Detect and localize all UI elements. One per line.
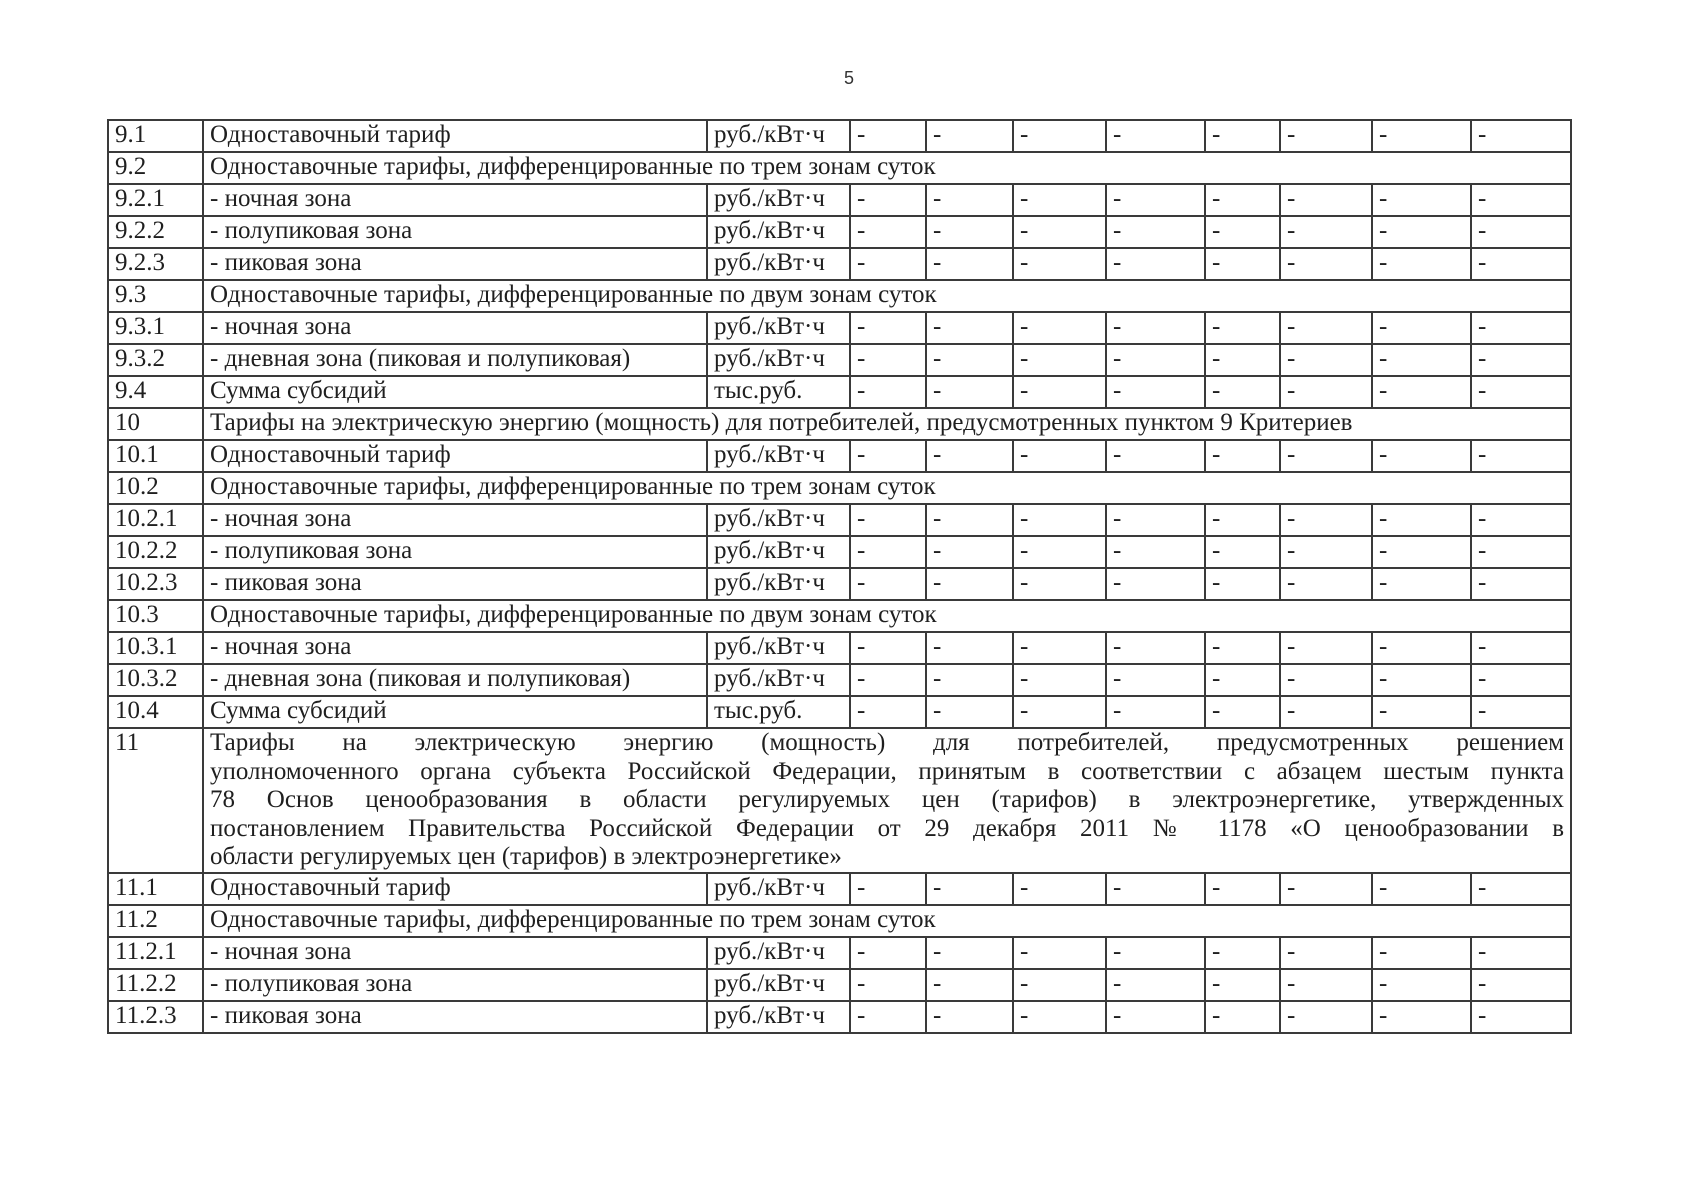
row-value-cell: - [1205,568,1280,600]
row-value-cell: - [850,664,926,696]
row-value-cell: - [1106,376,1205,408]
row-value-cell: - [1013,568,1106,600]
row-value-cell: - [1013,504,1106,536]
row-label: Одноставочный тариф [203,440,707,472]
row-unit: тыс.руб. [707,696,850,728]
table-row [108,408,1571,440]
row-value-cell: - [1106,664,1205,696]
row-value-cell: - [850,504,926,536]
row-value-cell: - [1013,873,1106,905]
row-unit: руб./кВт·ч [707,504,850,536]
row-value-cell: - [1372,536,1471,568]
row-unit: тыс.руб. [707,376,850,408]
table-row [108,152,1571,184]
row-number: 11 [108,728,203,873]
row-label: - ночная зона [203,184,707,216]
row-value-cell: - [926,937,1013,969]
section-header: Одноставочные тарифы, дифференцированные по трем зонам суток [203,472,1571,504]
row-value-cell: - [1205,873,1280,905]
row-value-cell: - [1280,216,1372,248]
row-number: 10.2.1 [108,504,203,536]
table-row [108,248,1571,280]
row-number: 10.3.2 [108,664,203,696]
row-value-cell: - [1280,696,1372,728]
row-value-cell: - [1013,120,1106,152]
row-value-cell: - [1280,969,1372,1001]
row-value-cell: - [926,440,1013,472]
row-number: 10.3.1 [108,632,203,664]
row-value-cell: - [1013,344,1106,376]
row-value-cell: - [1471,248,1571,280]
row-label: - полупиковая зона [203,216,707,248]
row-value-cell: - [1471,969,1571,1001]
row-number: 10.2.3 [108,568,203,600]
row-value-cell: - [1471,632,1571,664]
row-value-cell: - [1106,969,1205,1001]
section-header: Одноставочные тарифы, дифференцированные по трем зонам суток [203,905,1571,937]
row-value-cell: - [1372,937,1471,969]
row-value-cell: - [1013,1001,1106,1033]
row-unit: руб./кВт·ч [707,216,850,248]
row-value-cell: - [1205,969,1280,1001]
row-value-cell: - [850,344,926,376]
row-value-cell: - [1106,873,1205,905]
row-number: 9.2.3 [108,248,203,280]
table-row [108,696,1571,728]
row-value-cell: - [1471,504,1571,536]
row-number: 10 [108,408,203,440]
row-number: 9.4 [108,376,203,408]
row-value-cell: - [1106,312,1205,344]
row-number: 10.4 [108,696,203,728]
row-value-cell: - [1205,312,1280,344]
row-value-cell: - [926,248,1013,280]
table-row [108,504,1571,536]
row-value-cell: - [926,969,1013,1001]
tariff-table [107,119,1572,1034]
row-label: - пиковая зона [203,568,707,600]
row-value-cell: - [1471,696,1571,728]
row-value-cell: - [926,120,1013,152]
row-value-cell: - [926,568,1013,600]
row-value-cell: - [1013,969,1106,1001]
section-header: Одноставочные тарифы, дифференцированные по трем зонам суток [203,152,1571,184]
row-value-cell: - [1205,696,1280,728]
row-value-cell: - [1106,216,1205,248]
row-value-cell: - [1106,536,1205,568]
row-value-cell: - [1106,504,1205,536]
row-value-cell: - [1106,344,1205,376]
row-value-cell: - [1205,120,1280,152]
row-value-cell: - [926,504,1013,536]
row-value-cell: - [926,184,1013,216]
row-label: Одноставочный тариф [203,120,707,152]
row-value-cell: - [1280,536,1372,568]
row-number: 9.3 [108,280,203,312]
table-row [108,440,1571,472]
row-unit: руб./кВт·ч [707,440,850,472]
row-value-cell: - [1372,344,1471,376]
row-value-cell: - [1372,216,1471,248]
row-value-cell: - [850,632,926,664]
row-value-cell: - [850,696,926,728]
row-unit: руб./кВт·ч [707,312,850,344]
row-value-cell: - [1471,440,1571,472]
row-value-cell: - [1372,568,1471,600]
row-value-cell: - [850,1001,926,1033]
row-value-cell: - [1013,440,1106,472]
row-value-cell: - [1205,632,1280,664]
row-value-cell: - [1471,568,1571,600]
row-unit: руб./кВт·ч [707,1001,850,1033]
row-value-cell: - [1372,664,1471,696]
section-header: Одноставочные тарифы, дифференцированные по двум зонам суток [203,600,1571,632]
table-row [108,536,1571,568]
row-value-cell: - [1372,969,1471,1001]
row-value-cell: - [1013,312,1106,344]
row-value-cell: - [850,873,926,905]
row-number: 11.2.3 [108,1001,203,1033]
row-label: - ночная зона [203,937,707,969]
row-value-cell: - [1106,1001,1205,1033]
row-value-cell: - [926,344,1013,376]
row-value-cell: - [926,664,1013,696]
row-value-cell: - [1013,696,1106,728]
row-value-cell: - [850,937,926,969]
table-row [108,600,1571,632]
row-number: 10.1 [108,440,203,472]
row-value-cell: - [1013,937,1106,969]
row-value-cell: - [1471,536,1571,568]
row-value-cell: - [1280,937,1372,969]
section-header-line: 78 Основ ценообразования в области регулируемых цен (тарифов) в электроэнергетике, утвержденных [210,786,1564,813]
row-value-cell: - [1280,664,1372,696]
row-value-cell: - [1280,376,1372,408]
section-header-line: Тарифы на электрическую энергию (мощность) для потребителей, предусмотренных решением [210,729,1564,756]
row-unit: руб./кВт·ч [707,248,850,280]
row-value-cell: - [1106,120,1205,152]
row-value-cell: - [850,312,926,344]
table-row [108,376,1571,408]
table-row [108,568,1571,600]
row-label: - полупиковая зона [203,969,707,1001]
table-row [108,216,1571,248]
row-value-cell: - [1372,248,1471,280]
table-row [108,905,1571,937]
row-value-cell: - [1106,937,1205,969]
row-value-cell: - [1013,664,1106,696]
row-value-cell: - [926,536,1013,568]
row-value-cell: - [926,696,1013,728]
row-value-cell: - [1372,184,1471,216]
row-number: 9.2 [108,152,203,184]
row-value-cell: - [850,568,926,600]
row-value-cell: - [850,120,926,152]
table-row [108,969,1571,1001]
table-row [108,312,1571,344]
row-value-cell: - [1280,120,1372,152]
table-row [108,937,1571,969]
row-number: 9.3.1 [108,312,203,344]
row-value-cell: - [1471,120,1571,152]
row-value-cell: - [1280,344,1372,376]
row-value-cell: - [1205,440,1280,472]
section-header-multiline [203,728,1571,873]
row-value-cell: - [1280,504,1372,536]
row-value-cell: - [1280,1001,1372,1033]
row-label: Сумма субсидий [203,696,707,728]
row-value-cell: - [1471,873,1571,905]
row-label: - дневная зона (пиковая и полупиковая) [203,344,707,376]
row-value-cell: - [1471,216,1571,248]
row-value-cell: - [1013,376,1106,408]
section-header-line: уполномоченного органа субъекта Российской Федерации, принятым в соответствии с абзацем шестым пункта [210,757,1564,785]
row-value-cell: - [926,312,1013,344]
table-body [108,120,1571,1033]
row-value-cell: - [1013,248,1106,280]
row-value-cell: - [1372,1001,1471,1033]
row-value-cell: - [926,1001,1013,1033]
row-label: - пиковая зона [203,248,707,280]
row-number: 10.3 [108,600,203,632]
section-header: Одноставочные тарифы, дифференцированные по двум зонам суток [203,280,1571,312]
row-value-cell: - [1471,344,1571,376]
row-label: Сумма субсидий [203,376,707,408]
table-row [108,873,1571,905]
row-value-cell: - [850,440,926,472]
row-label: - полупиковая зона [203,536,707,568]
row-value-cell: - [1280,873,1372,905]
row-value-cell: - [850,969,926,1001]
row-value-cell: - [1013,184,1106,216]
row-value-cell: - [1372,873,1471,905]
row-value-cell: - [1372,632,1471,664]
row-value-cell: - [1372,312,1471,344]
row-value-cell: - [1205,1001,1280,1033]
row-value-cell: - [926,632,1013,664]
row-number: 11.1 [108,873,203,905]
row-number: 9.2.1 [108,184,203,216]
row-value-cell: - [1280,568,1372,600]
row-value-cell: - [926,376,1013,408]
row-label: - ночная зона [203,312,707,344]
row-value-cell: - [1280,184,1372,216]
row-unit: руб./кВт·ч [707,184,850,216]
row-unit: руб./кВт·ч [707,632,850,664]
row-value-cell: - [1013,216,1106,248]
row-value-cell: - [1013,536,1106,568]
row-number: 9.1 [108,120,203,152]
row-unit: руб./кВт·ч [707,344,850,376]
table-row [108,184,1571,216]
row-value-cell: - [1280,440,1372,472]
row-unit: руб./кВт·ч [707,937,850,969]
row-value-cell: - [850,536,926,568]
table-row [108,1001,1571,1033]
row-unit: руб./кВт·ч [707,568,850,600]
row-label: Одноставочный тариф [203,873,707,905]
row-number: 10.2 [108,472,203,504]
row-value-cell: - [1471,312,1571,344]
row-value-cell: - [1205,184,1280,216]
row-value-cell: - [1280,248,1372,280]
row-value-cell: - [1280,312,1372,344]
row-value-cell: - [1106,568,1205,600]
row-value-cell: - [1471,184,1571,216]
row-value-cell: - [1471,1001,1571,1033]
row-label: - ночная зона [203,632,707,664]
row-unit: руб./кВт·ч [707,969,850,1001]
row-value-cell: - [1372,696,1471,728]
row-value-cell: - [1205,216,1280,248]
row-value-cell: - [1106,248,1205,280]
row-value-cell: - [1372,440,1471,472]
row-label: - дневная зона (пиковая и полупиковая) [203,664,707,696]
row-value-cell: - [1205,536,1280,568]
table-row [108,120,1571,152]
row-value-cell: - [1205,937,1280,969]
row-value-cell: - [1106,440,1205,472]
row-value-cell: - [1280,632,1372,664]
row-number: 11.2.2 [108,969,203,1001]
row-value-cell: - [1106,632,1205,664]
row-number: 10.2.2 [108,536,203,568]
row-value-cell: - [1106,696,1205,728]
row-value-cell: - [926,873,1013,905]
row-unit: руб./кВт·ч [707,536,850,568]
row-value-cell: - [1372,120,1471,152]
row-value-cell: - [1106,184,1205,216]
row-value-cell: - [850,376,926,408]
table-row [108,472,1571,504]
section-header-line: постановлением Правительства Российской Федерации от 29 декабря 2011 № 1178 «О ценообразовании в [210,814,1564,842]
row-value-cell: - [1471,664,1571,696]
table-row [108,664,1571,696]
row-value-cell: - [1471,937,1571,969]
row-label: - ночная зона [203,504,707,536]
table-row [108,728,1571,873]
row-value-cell: - [1013,632,1106,664]
row-unit: руб./кВт·ч [707,873,850,905]
row-value-cell: - [926,216,1013,248]
row-value-cell: - [850,216,926,248]
page-number: 5 [843,68,854,88]
row-value-cell: - [1205,504,1280,536]
section-header-line: области регулируемых цен (тарифов) в электроэнергетике» [210,843,842,870]
row-value-cell: - [1372,504,1471,536]
row-number: 9.3.2 [108,344,203,376]
row-unit: руб./кВт·ч [707,664,850,696]
row-value-cell: - [1205,248,1280,280]
row-value-cell: - [1372,376,1471,408]
row-number: 9.2.2 [108,216,203,248]
section-header: Тарифы на электрическую энергию (мощность) для потребителей, предусмотренных пунктом 9 Критериев [203,408,1571,440]
row-unit: руб./кВт·ч [707,120,850,152]
row-number: 11.2 [108,905,203,937]
row-value-cell: - [1205,664,1280,696]
row-value-cell: - [850,248,926,280]
row-value-cell: - [850,184,926,216]
table-row [108,344,1571,376]
row-label: - пиковая зона [203,1001,707,1033]
table-row [108,632,1571,664]
row-value-cell: - [1205,376,1280,408]
table-row [108,280,1571,312]
row-number: 11.2.1 [108,937,203,969]
row-value-cell: - [1205,344,1280,376]
row-value-cell: - [1471,376,1571,408]
